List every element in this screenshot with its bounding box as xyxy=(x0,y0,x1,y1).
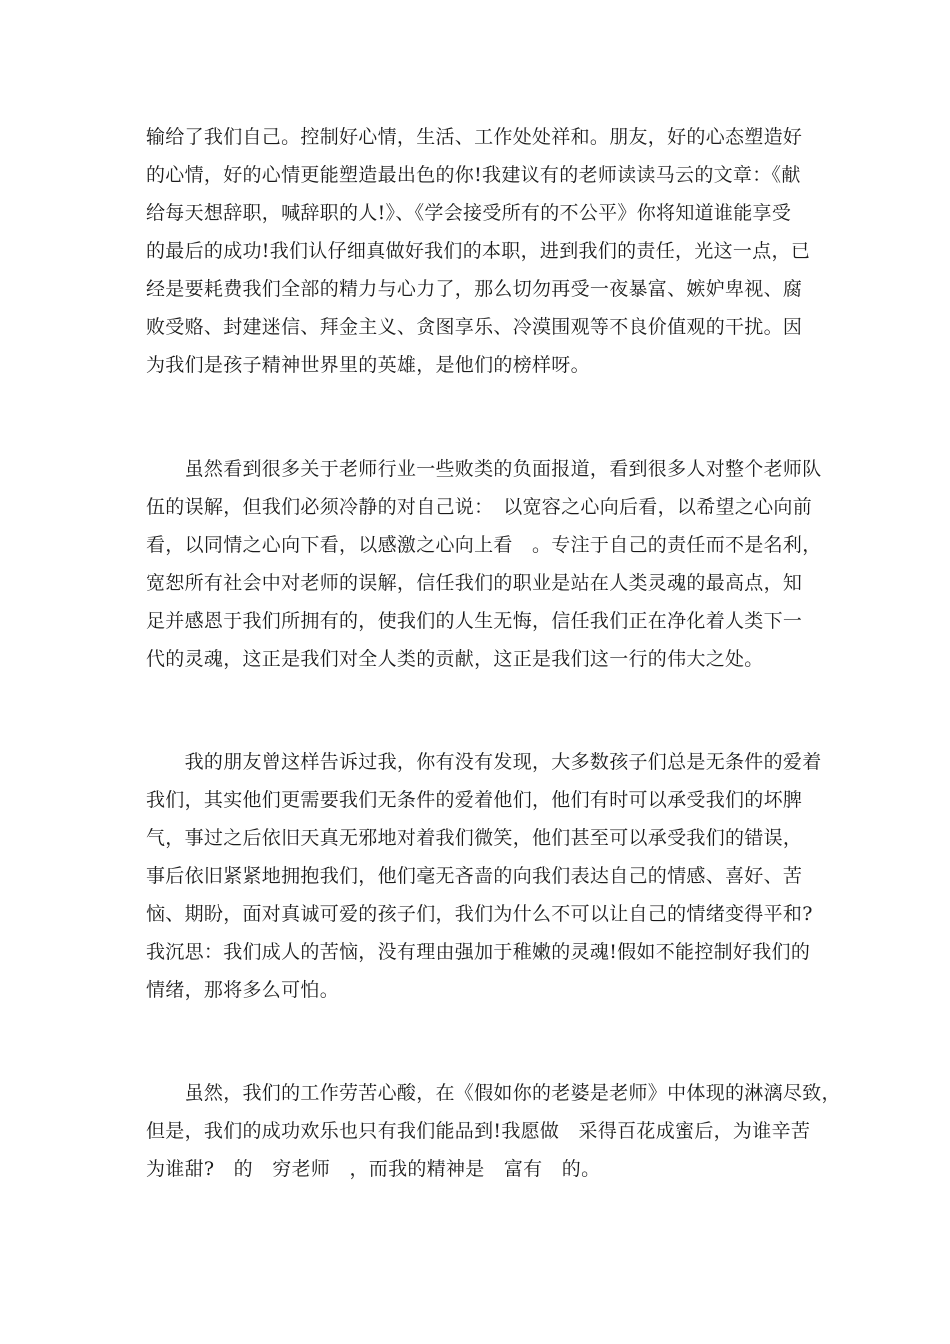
text-line: 伍的误解，但我们必须冷静的对自己说： 以宽容之心向后看，以希望之心向前 xyxy=(146,496,813,518)
text-line: 看，以同情之心向下看，以感激之心向上看 。专注于自己的责任而不是名利， xyxy=(146,534,822,556)
text-line: 虽然看到很多关于老师行业一些败类的负面报道，看到很多人对整个老师队 xyxy=(146,458,822,480)
text-line: 宽恕所有社会中对老师的误解，信任我们的职业是站在人类灵魂的最高点，知 xyxy=(146,572,803,594)
text-line: 为谁甜? 的 穷老师 ，而我的精神是 富有 的。 xyxy=(146,1158,601,1180)
text-line: 气，事过之后依旧天真无邪地对着我们微笑，他们甚至可以承受我们的错误， xyxy=(146,827,803,849)
text-line: 给每天想辞职，喊辞职的人!》、《学会接受所有的不公平》你将知道谁能享受 xyxy=(146,202,792,224)
text-line: 我们，其实他们更需要我们无条件的爱着他们，他们有时可以承受我们的坏脾 xyxy=(146,789,803,811)
text-line: 情绪，那将多么可怕。 xyxy=(146,979,340,1001)
text-line: 代的灵魂，这正是我们对全人类的贡献，这正是我们这一行的伟大之处。 xyxy=(146,648,764,670)
text-line: 的心情，好的心情更能塑造最出色的你!我建议有的老师读读马云的文章：《献 xyxy=(146,164,801,186)
text-line: 恼、期盼，面对真诚可爱的孩子们，我们为什么不可以让自己的情绪变得平和? xyxy=(146,903,813,925)
text-line: 事后依旧紧紧地拥抱我们，他们毫无吝啬的向我们表达自己的情感、喜好、苦 xyxy=(146,865,803,887)
text-line: 为我们是孩子精神世界里的英雄，是他们的榜样呀。 xyxy=(146,354,590,376)
text-line: 我沉思：我们成人的苦恼，没有理由强加于稚嫩的灵魂!假如不能控制好我们的 xyxy=(146,941,811,963)
text-line: 足并感恩于我们所拥有的，使我们的人生无悔，信任我们正在净化着人类下一 xyxy=(146,610,803,632)
text-line: 但是，我们的成功欢乐也只有我们能品到!我愿做 采得百花成蜜后，为谁辛苦 xyxy=(146,1120,811,1142)
text-line: 我的朋友曾这样告诉过我，你有没有发现，大多数孩子们总是无条件的爱着 xyxy=(146,751,822,773)
text-line: 败受赂、封建迷信、拜金主义、贪图享乐、冷漠围观等不良价值观的干扰。因 xyxy=(146,316,803,338)
text-line: 的最后的成功!我们认仔细真做好我们的本职，进到我们的责任，光这一点，已 xyxy=(146,240,811,262)
text-line: 经是要耗费我们全部的精力与心力了，那么切勿再受一夜暴富、嫉妒卑视、腐 xyxy=(146,278,803,300)
text-line: 虽然，我们的工作劳苦心酸，在《假如你的老婆是老师》中体现的淋漓尽致， xyxy=(146,1082,841,1104)
text-line: 输给了我们自己。控制好心情，生活、工作处处祥和。朋友，好的心态塑造好 xyxy=(146,126,803,148)
